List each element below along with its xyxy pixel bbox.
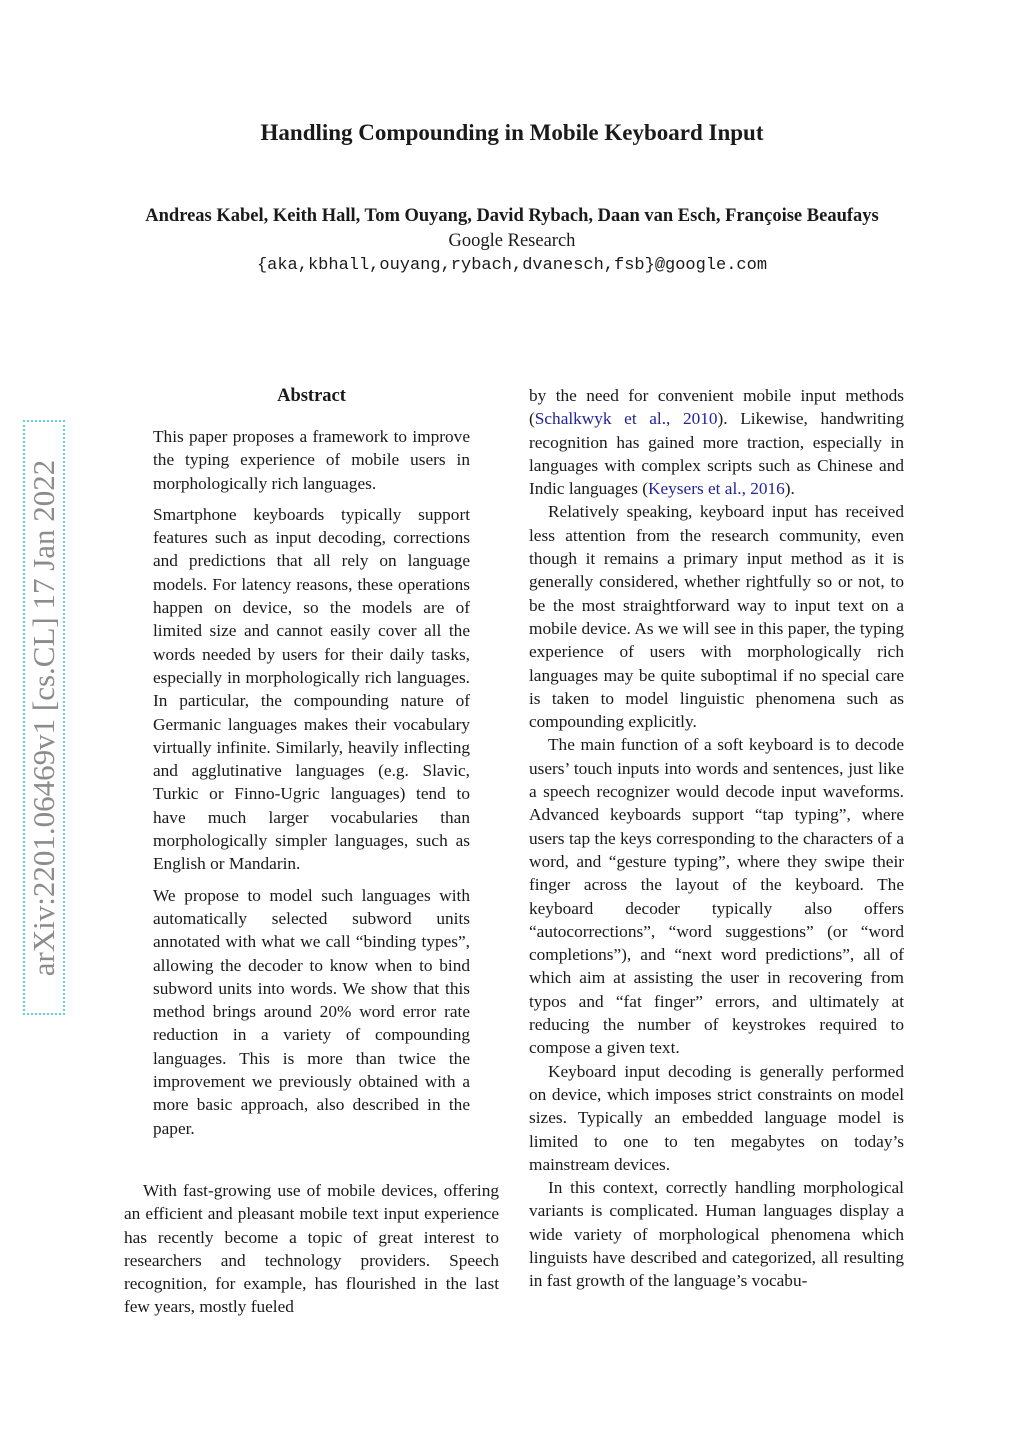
- abstract-paragraph: We propose to model such languages with automatically selected subword units annotated with what we call “binding types”, allowing the decoder to know when to bind subword units into words. We show that this method brings around 20% word error rate reduction in a variety of compounding languages. This is more than twice the improvement we previously obtained with a more basic approach, also described in the paper.: [153, 885, 470, 1138]
- paper-title: Handling Compounding in Mobile Keyboard Input: [260, 120, 764, 145]
- arxiv-stamp: [23, 420, 65, 1015]
- arxiv-stamp-label: arXiv:2201.06469v1 [cs.CL] 17 Jan 2022: [26, 459, 61, 976]
- abstract-paragraph: Smartphone keyboards typically support features such as input decoding, corrections and predictions that all rely on language models. For latency reasons, these operations happen on device, so the models are of limited size and cannot easily cover all the words needed by users for their daily tasks, especially in morphologically rich languages. In particular, the compounding nature of Germanic languages makes their vocabulary virtually infinite. Similarly, heavily inflecting and agglutinative languages (e.g. Slavic, Turkic or Finno-Ugric languages) tend to have much larger vocabularies than morphologically simpler languages, such as English or Mandarin.: [153, 504, 470, 874]
- affiliation: Google Research: [448, 231, 576, 251]
- body-paragraph: The main function of a soft keyboard is to decode users’ touch inputs into words and sentences, just like a speech recognizer would decode input waveforms. Advanced keyboards support “tap typing”, where users tap the keys corresponding to the characters of a word, and “gesture typing”, where they swipe their finger across the layout of the keyboard. The keyboard decoder typically also offers “autocorrections”, “word suggestions” (or “word completions”), and “next word predictions”, all of which aim at assisting the user in recovering from typos and “fat finger” errors, and ultimately at reducing the number of keystrokes required to compose a given text.: [529, 735, 904, 1058]
- body-text: ). Likewise, handwriting recognition has gained more traction, especially in languages with complex scripts such as Chinese and Indic languages (: [529, 409, 904, 499]
- body-paragraph: In this context, correctly handling morphological variants is complicated. Human languages display a wide variety of morphological phenomena which linguists have described and categorized, all resulting in fast growth of the language’s vocabu-: [529, 1178, 904, 1291]
- abstract-paragraph: This paper proposes a framework to improve the typing experience of mobile users in morphologically rich languages.: [153, 427, 470, 493]
- body-paragraph: Relatively speaking, keyboard input has received less attention from the research community, even though it remains a primary input method as it is generally considered, whether rightfully so or not, to be the most straightforward way to input text on a mobile device. As we will see in this paper, the typing experience of users with morphologically rich languages may be quite suboptimal if no special care is taken to model linguistic phenomena such as compounding explicitly.: [529, 502, 904, 732]
- citation-link[interactable]: Schalkwyk et al., 2010: [534, 409, 718, 429]
- right-column-body: [529, 384, 904, 1293]
- body-paragraph: [529, 384, 904, 500]
- body-text: by the need for convenient mobile input methods (: [529, 386, 904, 429]
- citation-link[interactable]: Keysers et al., 2016: [648, 479, 785, 499]
- body-paragraph: Keyboard input decoding is generally performed on device, which imposes strict constraints on model sizes. Typically an embedded language model is limited to one to ten megabytes on today’s mainstream devices.: [529, 1061, 904, 1174]
- abstract-heading: Abstract: [277, 386, 346, 406]
- author-emails: {aka,kbhall,ouyang,rybach,dvanesch,fsb}@google.com: [256, 256, 768, 275]
- body-text: ).: [784, 479, 795, 499]
- left-column-body: [124, 1179, 499, 1319]
- abstract-body: [153, 425, 470, 1148]
- intro-paragraph: With fast-growing use of mobile devices, offering an efficient and pleasant mobile text input experience has recently become a topic of great interest to researchers and technology providers. Speech recognition, for example, has flourished in the last few years, mostly fueled: [124, 1181, 499, 1317]
- author-list: Andreas Kabel, Keith Hall, Tom Ouyang, David Rybach, Daan van Esch, Françoise Beaufays: [145, 206, 879, 226]
